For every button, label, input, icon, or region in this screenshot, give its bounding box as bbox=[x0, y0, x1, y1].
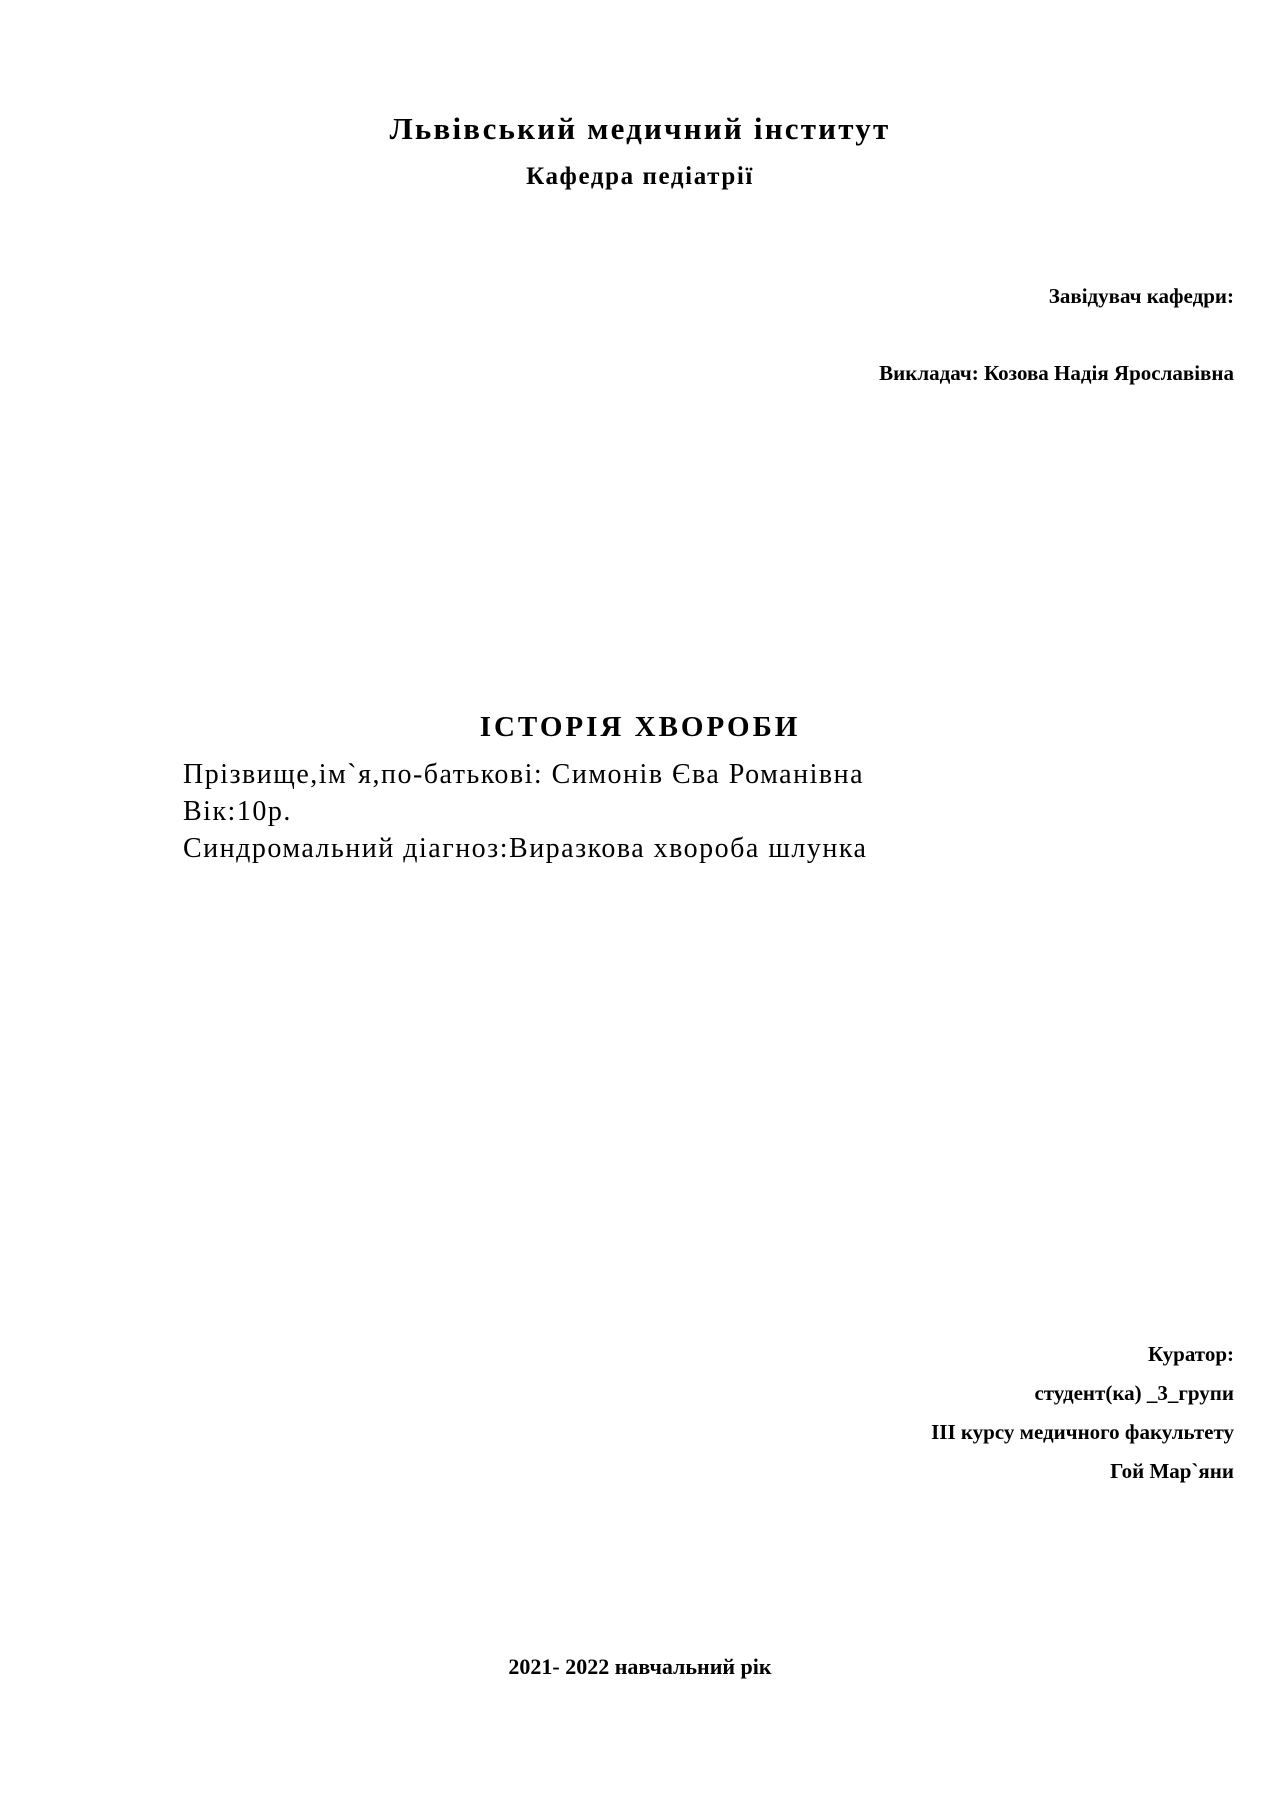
patient-age-line: Вік:10р. bbox=[183, 796, 292, 827]
academic-year: 2021- 2022 навчальний рік bbox=[508, 1654, 772, 1679]
document-title: ІСТОРІЯ ХВОРОБИ bbox=[479, 711, 801, 743]
department-name: Кафедра педіатрії bbox=[526, 163, 754, 190]
curator-label: Куратор: bbox=[1147, 1342, 1234, 1366]
lecturer-line: Викладач: Козова Надія Ярославівна bbox=[879, 361, 1234, 385]
curator-course-line: ІІІ курсу медичного факультету bbox=[931, 1420, 1234, 1444]
curator-name-line: Гой Мар`яни bbox=[1110, 1459, 1234, 1483]
curator-group-line: студент(ка) _3_групи bbox=[1034, 1381, 1234, 1405]
head-of-department-label: Завідувач кафедри: bbox=[1048, 284, 1234, 308]
institute-name: Львівський медичний інститут bbox=[389, 111, 891, 146]
patient-diagnosis-line: Синдромальний діагноз:Виразкова хвороба шлунка bbox=[183, 833, 868, 864]
patient-name-line: Прізвище,ім`я,по-батькові: Симонів Єва Романівна bbox=[183, 759, 864, 790]
